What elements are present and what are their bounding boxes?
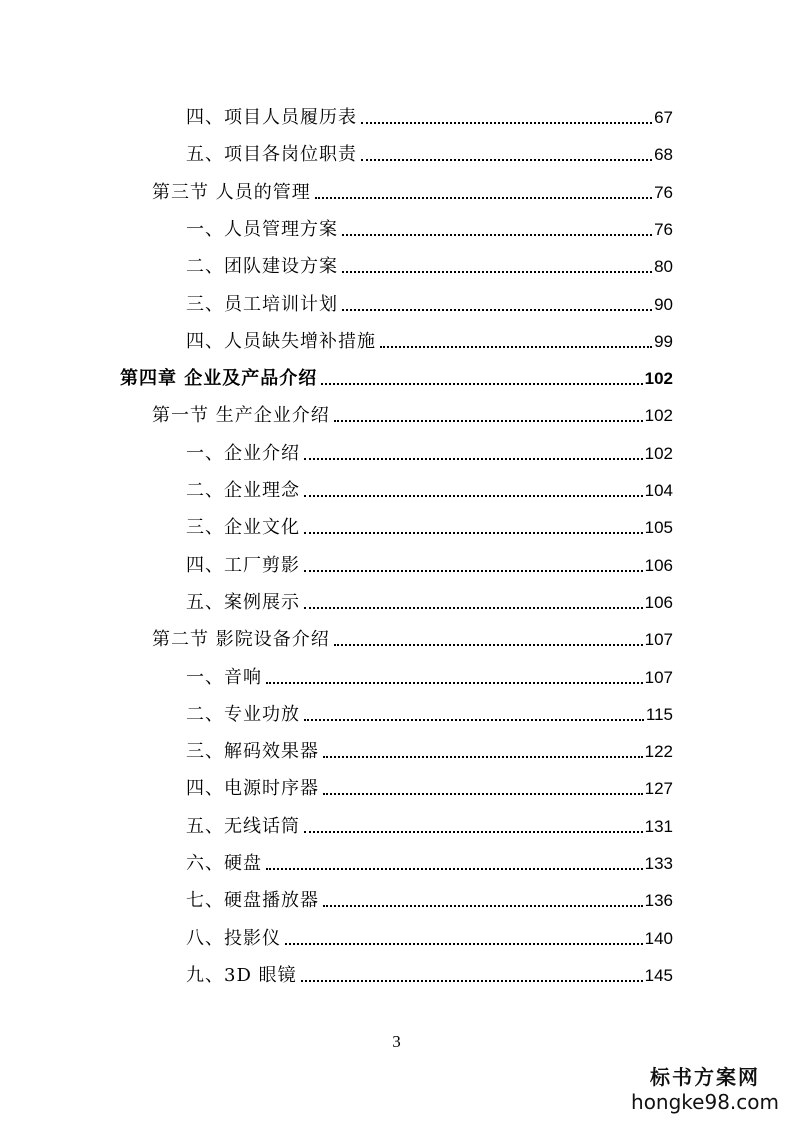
toc-entry-page: 107: [644, 667, 673, 687]
dot-leader: [334, 420, 643, 422]
toc-entry-title: 三、员工培训计划: [186, 293, 338, 315]
toc-entry-title: 四、人员缺失增补措施: [186, 330, 376, 352]
toc-entry-page: 99: [654, 331, 673, 351]
toc-entry-title: 第一节 生产企业介绍: [152, 405, 330, 427]
toc-entry-title: 六、硬盘: [186, 853, 262, 874]
toc-entry[interactable]: [186, 510, 673, 540]
toc-entry-page: 104: [644, 481, 673, 500]
toc-entry-title: 四、工厂剪影: [186, 554, 300, 576]
toc-entry[interactable]: [186, 287, 673, 317]
toc-entry[interactable]: [186, 958, 673, 988]
dot-leader: [315, 197, 652, 199]
toc-entry-title: 二、企业理念: [186, 480, 300, 501]
toc-entry[interactable]: [186, 771, 673, 801]
watermark: [631, 1061, 779, 1114]
toc-entry-title: 五、无线话筒: [186, 815, 300, 837]
toc-entry-page: 80: [654, 257, 673, 277]
toc-entry-page: 68: [654, 145, 673, 165]
toc-entry[interactable]: [186, 212, 673, 242]
toc-entry[interactable]: [186, 436, 673, 466]
toc-entry-page: 106: [644, 555, 673, 575]
toc-entry[interactable]: [186, 249, 673, 279]
toc-entry-page: 76: [654, 182, 673, 202]
dot-leader: [361, 159, 652, 161]
dot-leader: [304, 607, 643, 609]
toc-entry-title: 一、企业介绍: [186, 442, 300, 464]
toc-entry-page: 122: [644, 742, 673, 762]
toc-entry-page: 102: [644, 406, 673, 426]
toc-entry-title: 三、企业文化: [186, 517, 300, 539]
toc-entry[interactable]: [186, 548, 673, 578]
toc-entry-title: 四、电源时序器: [186, 778, 319, 800]
toc-entry[interactable]: [186, 846, 673, 876]
toc-entry[interactable]: [152, 622, 673, 652]
page-number: 3: [392, 1032, 401, 1051]
toc-entry[interactable]: [186, 473, 673, 503]
toc-entry-title: 五、项目各岗位职责: [186, 144, 357, 166]
dot-leader: [304, 570, 643, 572]
toc-entry-page: 140: [644, 928, 673, 948]
dot-leader: [361, 122, 652, 124]
dot-leader: [323, 905, 643, 907]
toc-entry-page: 136: [644, 891, 673, 911]
toc-entry[interactable]: [186, 100, 673, 130]
toc-entry[interactable]: [186, 324, 673, 354]
toc-entry-title: 一、人员管理方案: [186, 218, 338, 240]
toc-entry[interactable]: [186, 697, 673, 727]
toc-entry[interactable]: [186, 921, 673, 951]
toc-entry[interactable]: [152, 175, 673, 205]
dot-leader: [285, 943, 643, 945]
dot-leader: [323, 756, 643, 758]
dot-leader: [266, 682, 643, 684]
toc-entry-title: 七、硬盘播放器: [186, 890, 319, 912]
toc-entry-page: 115: [645, 704, 673, 724]
toc-entry-title: 第二节 影院设备介绍: [152, 629, 330, 651]
dot-leader: [321, 383, 642, 385]
toc-entry-title: 三、解码效果器: [186, 741, 319, 763]
toc-entry[interactable]: [120, 361, 673, 391]
dot-leader: [323, 793, 643, 795]
toc-entry-page: 107: [644, 630, 673, 650]
dot-leader: [380, 346, 652, 348]
toc-entry-page: 102: [644, 369, 673, 389]
dot-leader: [342, 234, 652, 236]
toc-entry-title: 一、音响: [186, 666, 262, 688]
toc-entry-title: 第三节 人员的管理: [152, 181, 311, 203]
dot-leader: [304, 458, 643, 460]
toc-entry-title: 九、3D 眼镜: [186, 964, 297, 986]
toc-entry[interactable]: [186, 585, 673, 615]
dot-leader: [334, 644, 643, 646]
toc-entry-title: 二、团队建设方案: [186, 256, 338, 278]
dot-leader: [342, 271, 652, 273]
toc-entry-page: 76: [654, 219, 673, 239]
toc-entry-title: 二、专业功放: [186, 703, 300, 725]
toc-entry[interactable]: [186, 809, 673, 839]
toc-entry-title: 八、投影仪: [186, 927, 281, 949]
dot-leader: [304, 719, 644, 721]
watermark-name: 标书方案网: [650, 1065, 760, 1089]
dot-leader: [304, 532, 643, 534]
toc-entry-page: 106: [644, 592, 673, 612]
toc-entry-page: 145: [644, 965, 673, 985]
toc-entry[interactable]: [186, 660, 673, 690]
toc-entry-page: 127: [644, 779, 673, 799]
toc-entry-page: 102: [644, 443, 673, 463]
dot-leader: [342, 309, 652, 311]
toc-entry[interactable]: [152, 398, 673, 428]
toc-entry[interactable]: [186, 883, 673, 913]
toc-entry-title: 第四章 企业及产品介绍: [120, 368, 318, 390]
dot-leader: [304, 831, 643, 833]
toc-entry-page: 105: [644, 518, 673, 538]
toc-entry-title: 四、项目人员履历表: [186, 107, 357, 128]
toc-entry[interactable]: [186, 734, 673, 764]
toc-entry-page: 131: [644, 816, 673, 836]
dot-leader: [266, 868, 643, 870]
toc-entry-page: 133: [644, 854, 673, 873]
dot-leader: [301, 980, 643, 982]
toc-entry[interactable]: [186, 137, 673, 167]
toc-entry-page: 67: [654, 108, 673, 127]
watermark-url: hongke98.com: [631, 1090, 779, 1114]
dot-leader: [304, 495, 643, 497]
toc-entry-title: 五、案例展示: [186, 591, 300, 613]
toc-entry-page: 90: [654, 294, 673, 314]
